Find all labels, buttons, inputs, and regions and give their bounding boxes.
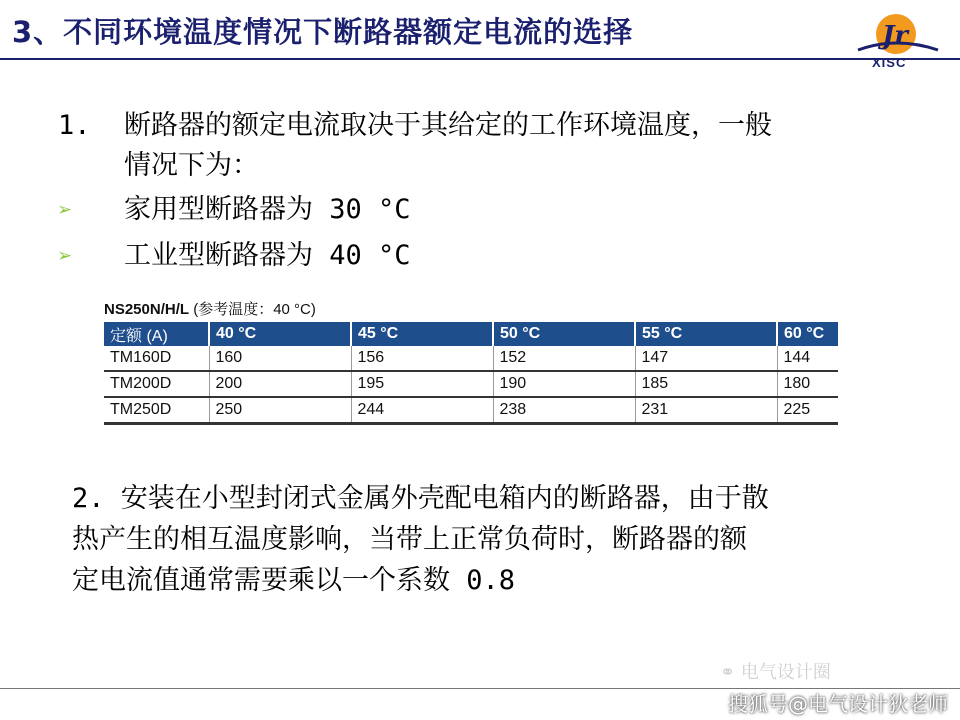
table-cell: 244 (351, 397, 493, 424)
point-1-number: 1. (58, 110, 91, 141)
table-cell: 195 (351, 371, 493, 397)
table-cell: 185 (635, 371, 777, 397)
bullet-item (58, 190, 411, 230)
bullet-item (58, 236, 411, 276)
column-header: 50 °C (493, 322, 635, 346)
slide-title: 3、不同环境温度情况下断路器额定电流的选择 (12, 15, 634, 49)
table-row (104, 371, 838, 397)
table-cell: 160 (209, 346, 351, 371)
arrow-bullet-icon: ➢ (58, 242, 73, 270)
column-header: 定额 (A) (104, 322, 209, 346)
table-cell: 238 (493, 397, 635, 424)
watermark-top (720, 658, 831, 684)
table-header-row (104, 322, 838, 346)
watermark-bottom: 搜狐号@电气设计狄老师 (728, 692, 948, 716)
table-cell: 200 (209, 371, 351, 397)
point-2-line: 定电流值通常需要乘以一个系数 0.8 (72, 565, 516, 596)
title-divider (0, 58, 960, 60)
table-cell: 147 (635, 346, 777, 371)
point-2-line: 2. 安装在小型封闭式金属外壳配电箱内的断路器，由于散 (72, 483, 769, 514)
table-cell: 180 (777, 371, 838, 397)
point-1-line-1: 断路器的额定电流取决于其给定的工作环境温度，一般 (124, 110, 772, 141)
table-row (104, 397, 838, 424)
bullet-text: 工业型断路器为 40 °C (124, 240, 411, 271)
table-cell: TM160D (104, 346, 209, 371)
column-header: 60 °C (777, 322, 838, 346)
table-model: NS250N/H/L (104, 301, 190, 318)
table-cell: 231 (635, 397, 777, 424)
table-caption (104, 298, 838, 322)
table-cell: 144 (777, 346, 838, 371)
table-cell: 250 (209, 397, 351, 424)
wechat-icon: ⚭ (720, 662, 736, 683)
table-cell: 190 (493, 371, 635, 397)
point-1 (58, 106, 918, 186)
table-row (104, 346, 838, 371)
table-cell: 152 (493, 346, 635, 371)
table-ref-temp: (参考温度：40 °C) (193, 301, 316, 318)
column-header: 45 °C (351, 322, 493, 346)
point-2-line: 热产生的相互温度影响，当带上正常负荷时，断路器的额 (72, 524, 747, 555)
derating-table (104, 298, 838, 425)
table-cell: TM200D (104, 371, 209, 397)
column-header: 55 °C (635, 322, 777, 346)
table-cell: 156 (351, 346, 493, 371)
point-2 (72, 478, 892, 601)
watermark-line-1: 电气设计圈 (740, 662, 831, 683)
table-cell: TM250D (104, 397, 209, 424)
svg-text:Jr: Jr (882, 21, 908, 51)
table-cell: 225 (777, 397, 838, 424)
column-header: 40 °C (209, 322, 351, 346)
point-1-line-2: 情况下为： (124, 150, 259, 181)
bullet-text: 家用型断路器为 30 °C (124, 194, 411, 225)
arrow-bullet-icon: ➢ (58, 196, 73, 224)
logo-text: XISC (872, 55, 907, 70)
table-grid (104, 322, 838, 425)
